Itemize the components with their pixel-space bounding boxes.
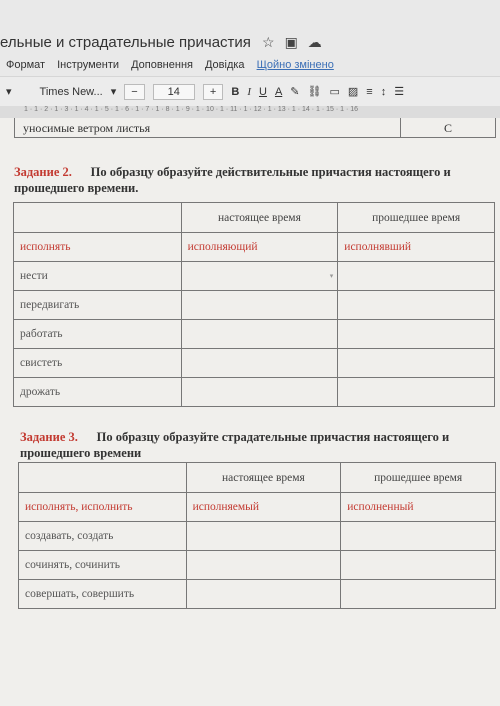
table-row — [14, 320, 495, 349]
table-row — [19, 551, 496, 580]
menu-tools[interactable]: Інструменти — [57, 59, 120, 71]
example-row — [19, 493, 496, 522]
example-past-participle: исполненный — [341, 493, 496, 522]
menu-addons[interactable]: Доповнення — [131, 59, 193, 71]
answer-cell[interactable] — [181, 378, 338, 407]
verb-cell: совершать, совершить — [19, 580, 187, 609]
previous-row-mark: С — [443, 121, 452, 135]
answer-cell[interactable] — [181, 349, 338, 378]
cloud-status-icon[interactable]: ☁ — [307, 34, 322, 50]
toolbar — [0, 76, 500, 106]
example-row — [14, 233, 495, 262]
header-past-tense: прошедшее время — [338, 203, 495, 233]
answer-cell[interactable] — [341, 551, 496, 580]
text-color-button[interactable]: A — [274, 85, 283, 98]
example-past-participle: исполнявший — [338, 233, 495, 262]
bold-button[interactable]: B — [231, 85, 240, 98]
list-icon[interactable]: ☰ — [394, 86, 405, 98]
table-header-row — [19, 463, 496, 493]
menu-help[interactable]: Довідка — [204, 59, 245, 71]
last-edit-link[interactable]: Щойно змінено — [256, 59, 334, 71]
table-row — [14, 349, 495, 378]
task-2-heading — [14, 164, 494, 196]
header-past-tense: прошедшее время — [341, 463, 496, 493]
cell-menu-icon[interactable]: ▾ — [329, 272, 334, 280]
answer-cell[interactable] — [186, 522, 341, 551]
answer-cell[interactable] — [338, 262, 495, 291]
document-page[interactable] — [0, 118, 500, 706]
task-3-text: По образцу образуйте страдательные причастия настоящего и прошедшего времени — [20, 430, 450, 460]
example-present-participle: исполняющий — [181, 233, 338, 262]
highlight-icon[interactable]: ✎ — [290, 86, 300, 98]
verb-cell: работать — [14, 320, 182, 349]
verb-cell: свистеть — [14, 349, 182, 378]
table-row — [14, 262, 495, 291]
header-present-tense: настоящее время — [186, 463, 341, 493]
verb-cell: сочинять, сочинить — [19, 551, 187, 580]
answer-cell[interactable] — [338, 349, 495, 378]
ruler[interactable] — [0, 106, 500, 118]
task-2-table — [13, 202, 495, 407]
task-2-label: Задание 2. — [14, 165, 72, 179]
answer-cell[interactable] — [181, 291, 338, 320]
example-verb: исполнять, исполнить — [19, 493, 187, 522]
font-family-select[interactable]: Times New... — [39, 85, 103, 98]
star-icon[interactable]: ☆ — [262, 34, 275, 50]
menu-bar — [0, 54, 500, 76]
title-icons — [262, 34, 322, 51]
header-cell-empty — [19, 463, 187, 493]
underline-button[interactable]: U — [258, 85, 267, 98]
task-3-heading — [20, 429, 496, 461]
previous-table-row — [14, 118, 496, 138]
menu-format[interactable]: Формат — [6, 59, 46, 71]
verb-cell: передвигать — [14, 291, 182, 320]
font-size-input[interactable]: 14 — [153, 84, 195, 100]
link-icon[interactable]: ⛓ — [307, 86, 322, 98]
example-verb: исполнять — [14, 233, 182, 262]
comment-icon[interactable]: ▭ — [329, 86, 340, 98]
move-to-folder-icon[interactable]: ▣ — [284, 34, 298, 50]
italic-button[interactable]: I — [247, 85, 251, 98]
font-dropdown-icon[interactable]: ▾ — [110, 86, 117, 98]
image-icon[interactable]: ▨ — [347, 86, 359, 98]
header-present-tense: настоящее время — [181, 203, 338, 233]
answer-cell[interactable] — [338, 291, 495, 320]
table-row — [19, 522, 496, 551]
answer-cell[interactable] — [341, 580, 496, 609]
previous-row-text: уносимые ветром листья — [15, 118, 401, 137]
ruler-scale: 1 · 1 · 2 · 1 · 3 · 1 · 4 · 1 · 5 · 1 · 6 · 1 · 7 · 1 · 8 · 1 · 9 · 1 · 10 · 1 · 11 · 1 · 12 · 1 · 13 · 1 · 14 · 1 · 15 · 1 · 16 — [24, 106, 359, 113]
table-row — [19, 580, 496, 609]
table-row — [14, 378, 495, 407]
align-icon[interactable]: ≡ — [366, 85, 373, 98]
answer-cell[interactable] — [181, 320, 338, 349]
document-title[interactable]: ельные и страдательные причастия — [0, 34, 251, 51]
task-3-label: Задание 3. — [20, 430, 78, 444]
increase-font-size-button[interactable]: + — [203, 84, 223, 100]
dropdown-icon[interactable]: ▾ — [6, 86, 12, 98]
task-2-text: По образцу образуйте действительные причастия настоящего и прошедшего времени. — [14, 165, 451, 195]
line-spacing-icon[interactable]: ↕ — [380, 85, 387, 98]
table-header-row — [14, 203, 495, 233]
answer-cell[interactable] — [338, 320, 495, 349]
header-cell-empty — [14, 203, 182, 233]
answer-cell[interactable] — [186, 551, 341, 580]
verb-cell: создавать, создать — [19, 522, 187, 551]
table-row — [14, 291, 495, 320]
answer-cell[interactable] — [341, 522, 496, 551]
verb-cell: дрожать — [14, 378, 182, 407]
verb-cell: нести — [14, 262, 182, 291]
decrease-font-size-button[interactable]: − — [124, 84, 144, 100]
task-3-table — [18, 462, 496, 609]
title-bar — [0, 0, 500, 54]
answer-cell[interactable] — [338, 378, 495, 407]
example-present-participle: исполняемый — [186, 493, 341, 522]
answer-cell[interactable] — [186, 580, 341, 609]
answer-cell[interactable] — [181, 262, 338, 291]
